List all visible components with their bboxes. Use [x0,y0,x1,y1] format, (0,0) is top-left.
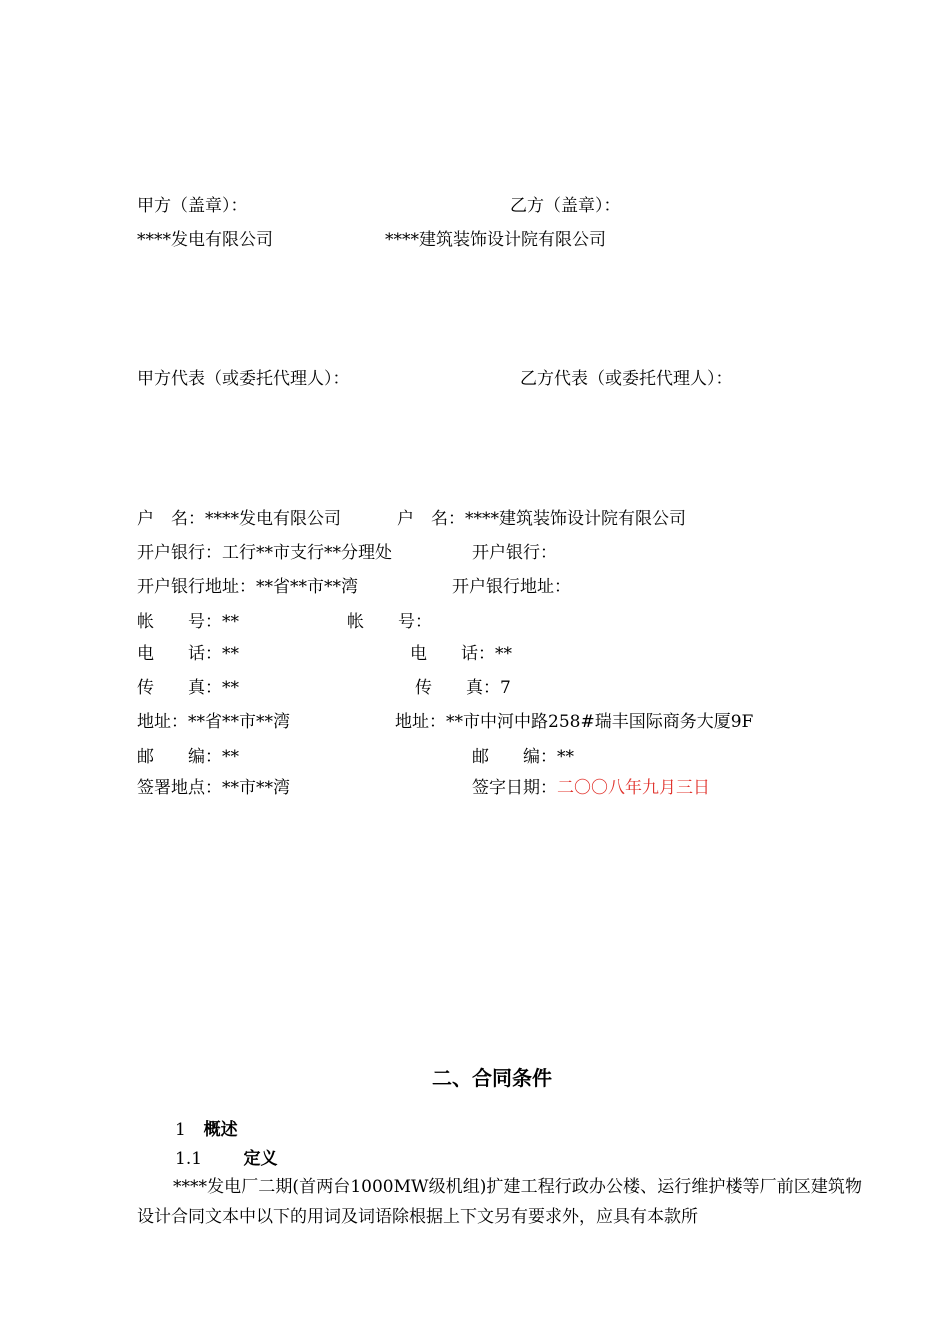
subsection-1-1-title: 定义 [243,1149,278,1169]
party-a-account-name: 户 名：****发电有限公司 [137,509,341,529]
party-b-postcode: 邮 编：** [472,747,574,767]
party-a-fax: 传 真：** [137,678,239,698]
party-b-seal-label: 乙方（盖章）： [510,196,621,216]
party-b-fax: 传 真：7 [415,678,511,698]
party-b-rep-label: 乙方代表（或委托代理人）： [520,369,733,389]
subsection-1-1-heading [175,1148,277,1170]
party-a-rep-label: 甲方代表（或委托代理人）： [137,369,350,389]
party-b-name: ****建筑装饰设计院有限公司 [385,230,606,250]
subsection-1-1-number: 1.1 [175,1149,203,1169]
party-b-bank: 开户银行： [472,543,557,563]
party-a-bank-address: 开户银行地址：**省**市**湾 [137,577,358,597]
party-a-bank: 开户银行：工行**市支行**分理处 [137,543,392,563]
party-b-bank-address: 开户银行地址： [452,577,571,597]
party-a-postcode: 邮 编：** [137,747,239,767]
party-a-account-no: 帐 号：** [137,612,239,632]
party-b-phone: 电 话：** [410,644,512,664]
sign-date-label: 签字日期： [472,778,557,798]
section-title: 二、合同条件 [432,1066,552,1090]
subsection-1-number: 1 [175,1120,186,1140]
party-b-account-no: 帐 号： [347,612,432,632]
party-a-name: ****发电有限公司 [137,230,273,250]
sign-date [472,777,710,799]
definition-paragraph: ****发电厂二期(首两台1000MW级机组)扩建工程行政办公楼、运行维护楼等厂前区建筑物设计合同文本中以下的用词及词语除根据上下文另有要求外，应具有本款所 [137,1177,862,1227]
party-b-address: 地址：**市中河中路258#瑞丰国际商务大厦9F [395,712,754,732]
party-a-phone: 电 话：** [137,644,239,664]
subsection-1-title: 概述 [203,1120,238,1140]
party-a-address: 地址：**省**市**湾 [137,712,290,732]
sign-date-value: 二〇〇八年九月三日 [557,778,710,798]
party-b-account-name: 户 名：****建筑装饰设计院有限公司 [397,509,686,529]
subsection-1-heading [175,1119,238,1141]
sign-place: 签署地点：**市**湾 [137,778,290,798]
party-a-seal-label: 甲方（盖章）： [137,196,248,216]
